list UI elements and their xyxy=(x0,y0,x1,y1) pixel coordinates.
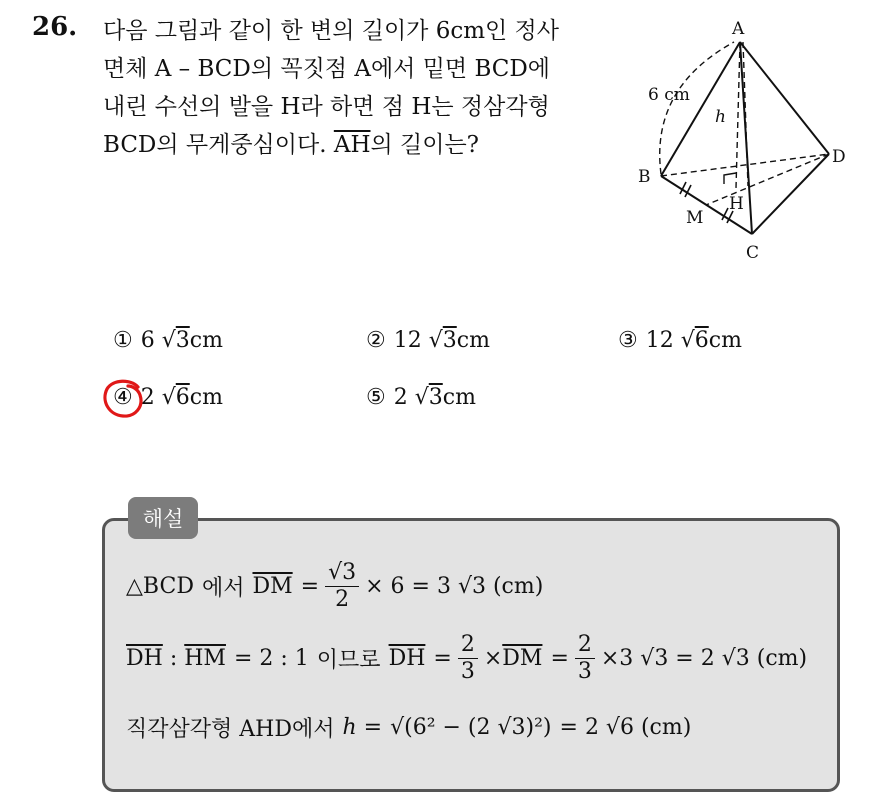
sol2-denominator-1: 3 xyxy=(460,659,475,684)
sol2-equals: = xyxy=(433,646,452,671)
segment-ah: $\overline{AH}$ xyxy=(333,132,371,158)
sol2-tail: ×3 √3 = 2 √3 (cm) xyxy=(600,646,808,671)
solution-badge: 해설 xyxy=(128,497,198,539)
label-h: H xyxy=(729,194,744,214)
choice-2-unit: cm xyxy=(456,328,490,353)
label-a: A xyxy=(732,19,745,39)
solution-line-3 xyxy=(126,712,691,743)
sol3-expression: √(6² − (2 √3)²) xyxy=(390,715,552,740)
sol1-equals: = xyxy=(300,574,320,599)
sol3-text: 직각삼각형 AHD에서 xyxy=(126,717,335,742)
question-line-2: 면체 A – BCD의 꼭짓점 A에서 밑면 BCD에 xyxy=(103,56,551,82)
choice-1-radicand: 3 xyxy=(175,328,190,353)
label-b: B xyxy=(638,167,651,187)
choice-5-unit: cm xyxy=(442,385,476,410)
sol1-word: 에서 xyxy=(201,576,245,601)
sol3-tail: = 2 √6 (cm) xyxy=(559,715,692,740)
choice-3-radicand: 6 xyxy=(694,328,709,353)
choice-2[interactable]: ② 12 √3cm xyxy=(366,328,490,353)
choice-1-coef: 6 xyxy=(140,328,155,353)
choice-2-coef: 12 xyxy=(393,328,422,353)
question-text xyxy=(103,12,608,164)
segment-dh-2: $\overline{DH}$ xyxy=(388,646,426,671)
question-line-4 xyxy=(103,126,608,164)
fraction-sqrt3-over-2 xyxy=(325,560,359,613)
triangle-bcd: △BCD xyxy=(126,574,194,599)
segment-hm: $\overline{HM}$ xyxy=(184,646,226,671)
choice-4-coef: 2 xyxy=(140,385,155,410)
question-line-3: 내린 수선의 발을 H라 하면 점 H는 정삼각형 xyxy=(103,94,550,120)
edge-bd-hidden xyxy=(661,154,829,176)
sol2-numerator-2: 2 xyxy=(575,632,595,659)
right-angle-mark xyxy=(724,173,736,184)
choice-4-mark: ④ xyxy=(113,385,133,410)
solution-line-2 xyxy=(126,632,807,685)
choice-1[interactable]: ① 6 √3cm xyxy=(113,328,223,353)
choice-2-mark: ② xyxy=(366,328,386,353)
segment-dm: $\overline{DM}$ xyxy=(252,574,293,599)
choice-4-unit: cm xyxy=(189,385,223,410)
choice-3-mark: ③ xyxy=(618,328,638,353)
question-line-1: 다음 그림과 같이 한 변의 길이가 6cm인 정사 xyxy=(103,18,559,44)
label-height: h xyxy=(715,107,726,127)
label-edge-length: 6 cm xyxy=(648,85,690,105)
choice-4[interactable]: ④ 2 √6cm xyxy=(113,385,223,410)
sol1-denominator: 2 xyxy=(335,587,350,612)
sol2-numerator-1: 2 xyxy=(458,632,478,659)
sol1-tail: × 6 = 3 √3 (cm) xyxy=(365,574,544,599)
choice-2-radicand: 3 xyxy=(442,328,457,353)
segment-dh: $\overline{DH}$ xyxy=(126,646,163,671)
sol2-word: 이므로 xyxy=(316,648,381,673)
label-m: M xyxy=(686,208,704,228)
solution-line-1 xyxy=(126,560,543,613)
answer-circle-mark xyxy=(101,377,149,421)
sol2-times: × xyxy=(483,646,503,671)
choice-1-mark: ① xyxy=(113,328,133,353)
choice-5[interactable]: ⑤ 2 √3cm xyxy=(366,385,476,410)
fraction-2-over-3-a xyxy=(458,632,478,685)
segment-dm-2: $\overline{DM}$ xyxy=(502,646,543,671)
choice-1-unit: cm xyxy=(189,328,223,353)
problem-number: 26. xyxy=(32,12,78,42)
sol2-ratio: = 2 : 1 xyxy=(233,646,309,671)
edge-ab xyxy=(661,42,740,176)
sol2-denominator-2: 3 xyxy=(577,659,592,684)
label-c: C xyxy=(746,243,760,263)
sol3-h: h = xyxy=(342,715,383,740)
question-line-4-head: BCD의 무게중심이다. xyxy=(103,132,327,158)
choice-3[interactable]: ③ 12 √6cm xyxy=(618,328,742,353)
question-line-4-tail: 의 길이는? xyxy=(370,132,480,158)
choice-4-radicand: 6 xyxy=(175,385,190,410)
sol2-equals-2: = xyxy=(550,646,569,671)
sol2-colon: : xyxy=(169,646,178,671)
edge-ad xyxy=(740,42,829,154)
choice-3-coef: 12 xyxy=(645,328,674,353)
height-ah xyxy=(736,42,740,188)
sol1-numerator: √3 xyxy=(325,560,359,587)
choice-5-coef: 2 xyxy=(393,385,408,410)
fraction-2-over-3-b xyxy=(575,632,595,685)
label-d: D xyxy=(832,147,846,167)
choice-5-mark: ⑤ xyxy=(366,385,386,410)
edge-cd xyxy=(752,154,829,234)
tetrahedron-figure xyxy=(628,18,868,268)
choice-5-radicand: 3 xyxy=(428,385,443,410)
choice-3-unit: cm xyxy=(708,328,742,353)
